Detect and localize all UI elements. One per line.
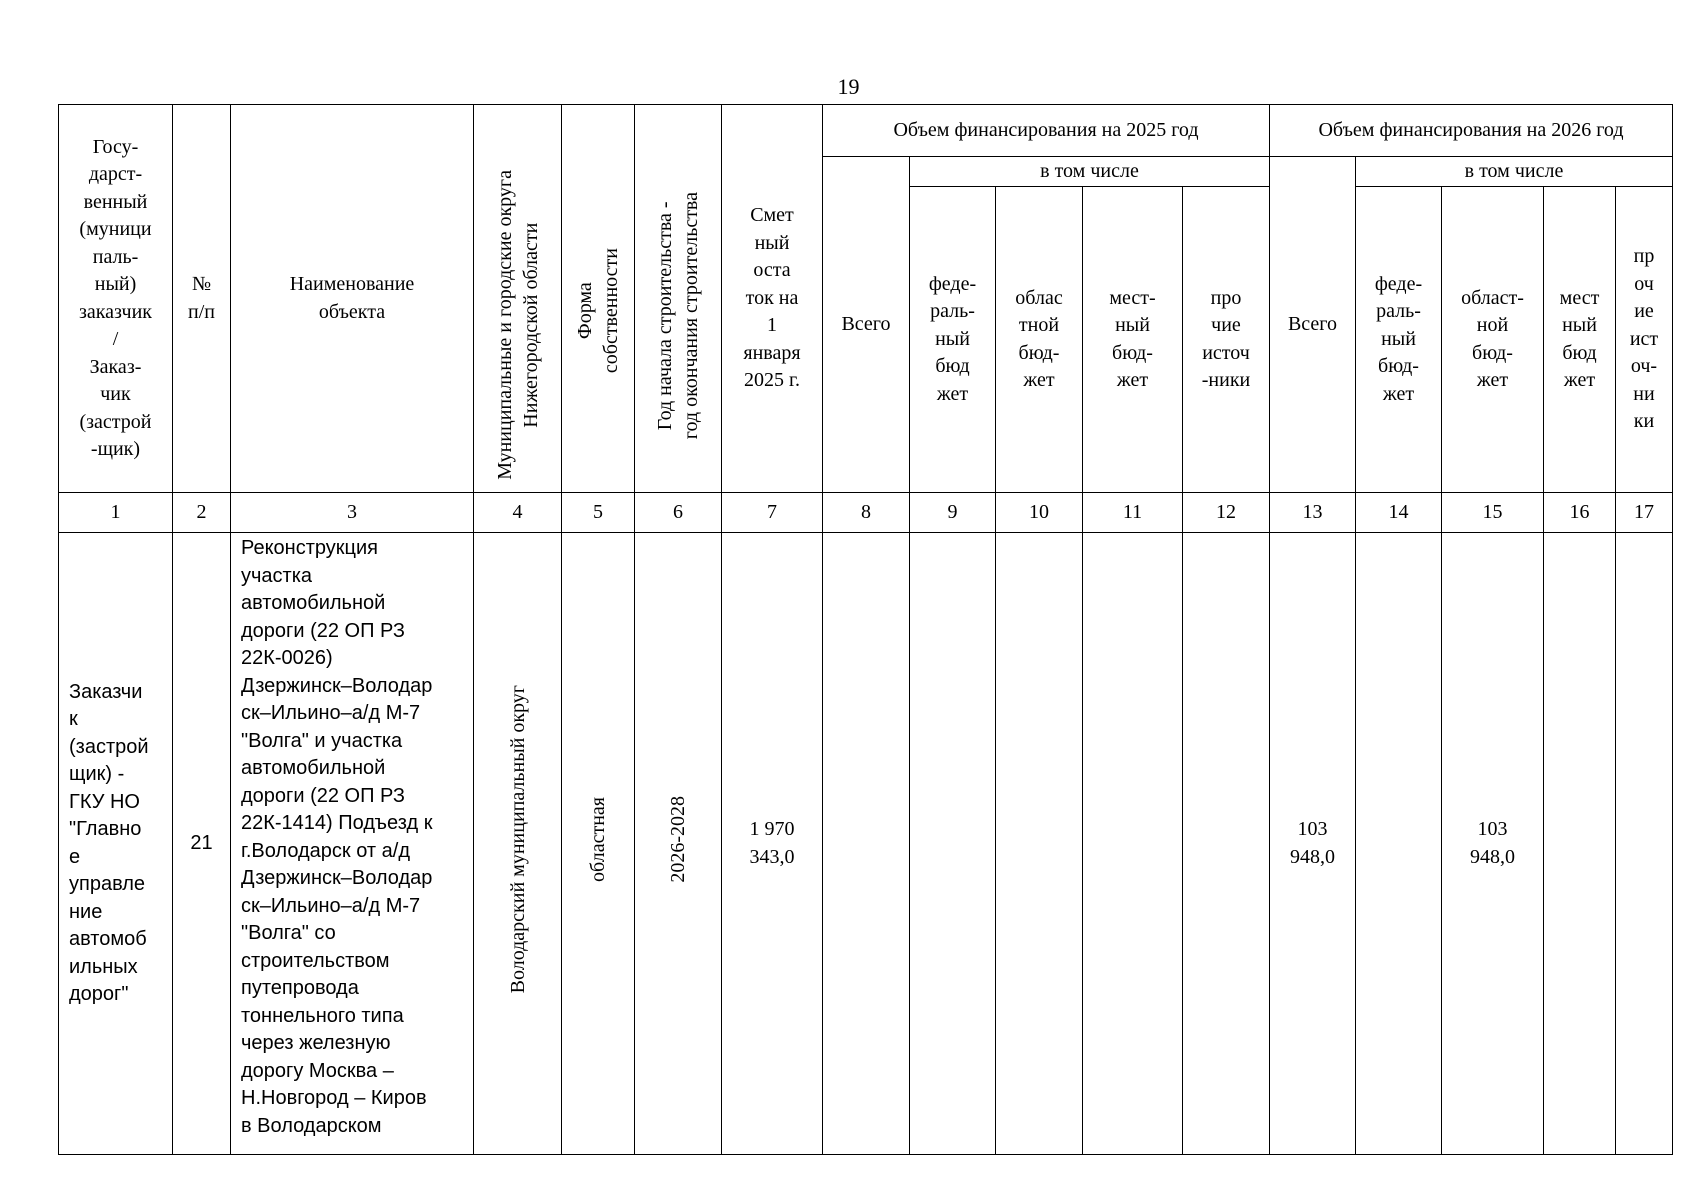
column-number: 8 [823,493,910,533]
column-number: 11 [1083,493,1183,533]
district-cell [474,533,562,1155]
customer-cell: Заказчи к (застрой щик) - ГКУ НО "Главно е управле ние автомоб ильных дорог" [59,533,173,1155]
district-text: Володарский муниципальный округ [506,685,529,994]
header-regional-2026: област- ной бюд- жет [1442,187,1544,493]
header-group-2026: Объем финансирования на 2026 год [1270,105,1673,157]
header-district [474,105,562,493]
column-number: 15 [1442,493,1544,533]
column-number: 14 [1356,493,1442,533]
table-row [59,533,1673,1155]
column-number: 16 [1544,493,1616,533]
header-other-2025: про чие источ -ники [1183,187,1270,493]
financing-table [58,104,1673,1155]
federal-2025-cell [910,533,996,1155]
estimate-balance-cell: 1 970 343,0 [722,533,823,1155]
object-name-cell: Реконструкция участка автомобильной дороги (22 ОП РЗ 22К-0026) Дзержинск–Володар ск–Ильино–а/д М-7 "Волга" и участка автомобильной дороги (22 ОП РЗ 22К-1414) Подъезд к г.Володарск от а/д Дзержинск–Володар ск–Ильино–а/д М-7 "Волга" со строительством путепровода тоннельного типа через железную дорогу Москва – Н.Новгород – Киров в Володарском [231,533,474,1155]
header-total-2025: Всего [823,157,910,493]
header-group-2025: Объем финансирования на 2025 год [823,105,1270,157]
header-local-2026: мест ный бюд жет [1544,187,1616,493]
header-local-2025: мест- ный бюд- жет [1083,187,1183,493]
header-including-2026: в том числе [1356,157,1673,187]
local-2026-cell [1544,533,1616,1155]
column-number: 1 [59,493,173,533]
column-number: 6 [635,493,722,533]
row-number-cell: 21 [173,533,231,1155]
header-estimate-balance: Смет ный оста ток на 1 января 2025 г. [722,105,823,493]
header-row-1 [59,105,1673,157]
header-object-name: Наименование объекта [231,105,474,493]
header-ownership [562,105,635,493]
other-2025-cell [1183,533,1270,1155]
header-years [635,105,722,493]
federal-2026-cell [1356,533,1442,1155]
page-number: 19 [837,74,860,99]
header-customer: Госу- дарст- венный (муници паль- ный) заказчик / Заказ- чик (застрой -щик) [59,105,173,493]
column-number-row [59,493,1673,533]
column-number: 12 [1183,493,1270,533]
header-including-2025: в том числе [910,157,1270,187]
years-text: 2026-2028 [667,795,689,883]
column-number: 9 [910,493,996,533]
column-number: 17 [1616,493,1673,533]
local-2025-cell [1083,533,1183,1155]
column-number: 10 [996,493,1083,533]
header-number: № п/п [173,105,231,493]
years-cell [635,533,722,1155]
column-number: 4 [474,493,562,533]
column-number: 2 [173,493,231,533]
other-2026-cell [1616,533,1673,1155]
header-district-text: Муниципальные и городские округа Нижегородской области [493,169,542,480]
regional-2026-cell: 103 948,0 [1442,533,1544,1155]
header-other-2026: пр оч ие ист оч- ни ки [1616,187,1673,493]
header-federal-2026: феде- раль- ный бюд- жет [1356,187,1442,493]
ownership-text: областная [587,796,609,882]
regional-2025-cell [996,533,1083,1155]
column-number: 13 [1270,493,1356,533]
header-years-text: Год начала строительства - год окончания строительства [654,192,702,440]
header-ownership-text: Форма собственности [574,248,622,374]
column-number: 5 [562,493,635,533]
column-number: 7 [722,493,823,533]
header-federal-2025: феде- раль- ный бюд жет [910,187,996,493]
column-number: 3 [231,493,474,533]
ownership-cell [562,533,635,1155]
header-total-2026: Всего [1270,157,1356,493]
total-2025-cell [823,533,910,1155]
total-2026-cell: 103 948,0 [1270,533,1356,1155]
header-regional-2025: облас тной бюд- жет [996,187,1083,493]
